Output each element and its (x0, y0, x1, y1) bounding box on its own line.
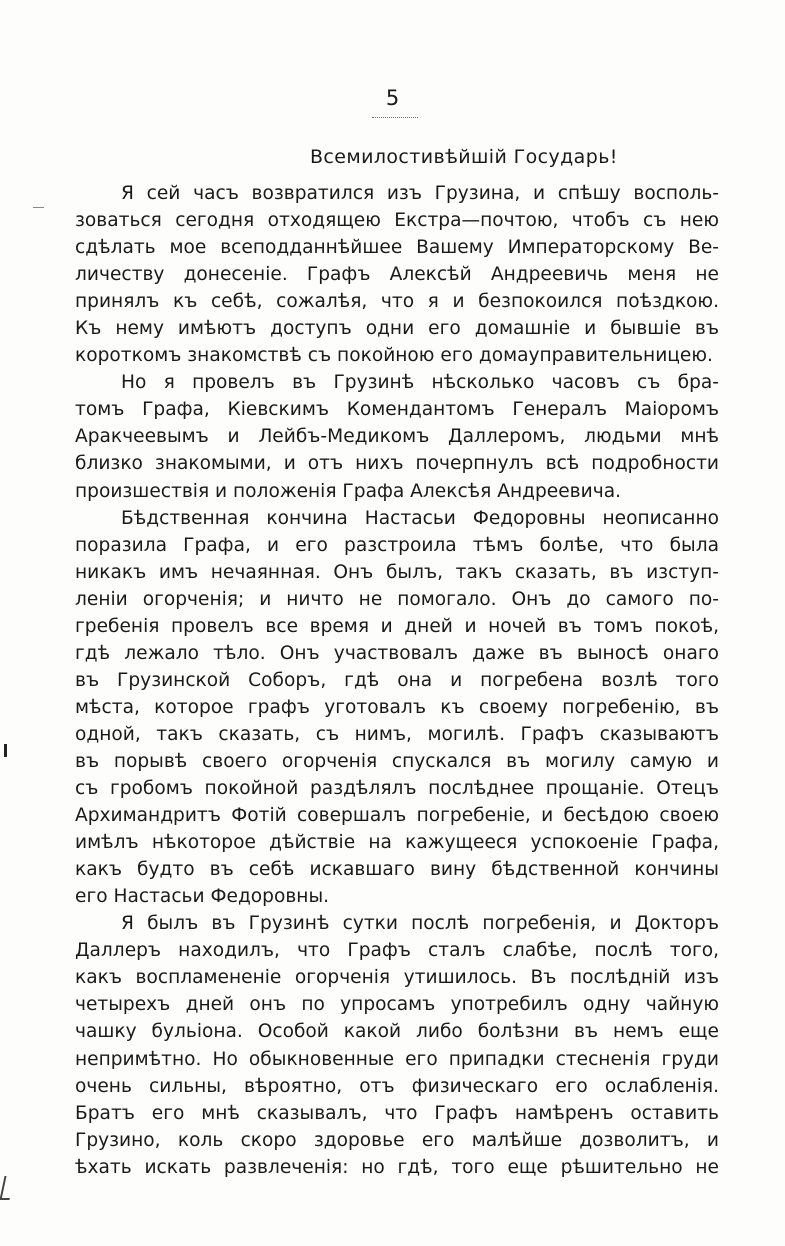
paragraph (75, 505, 719, 911)
text-line: никакъ имъ нечаянная. Онъ былъ, такъ сказать, въ изступ- (75, 561, 719, 583)
text-line: Я былъ въ Грузинѣ сутки послѣ погребенія, и Докторъ (121, 913, 719, 935)
text-line: мѣста, которое графъ уготовалъ къ своему погребенію, въ (75, 696, 719, 718)
text-line: близко знакомыми, и отъ нихъ почерпнулъ всѣ подробности (75, 453, 719, 475)
page-number: 5 (385, 86, 400, 110)
paragraph (75, 369, 719, 504)
text-line: четырехъ дней онъ по упросамъ употребилъ одну чайную (75, 994, 719, 1016)
paragraph (75, 180, 719, 369)
text-line: въ Грузинской Соборъ, гдѣ она и погребена возлѣ того (75, 669, 719, 691)
text-line: какъ воспламененіе огорченія утишилось. Въ послѣдній изъ (75, 967, 719, 989)
text-line: съ гробомъ покойной раздѣлялъ послѣднее прощаніе. Отецъ (75, 778, 719, 800)
text-line: Грузино, коль скоро здоровье его малѣйше дозволитъ, и (75, 1129, 719, 1151)
text-line: чашку бульіона. Особой какой либо болѣзни въ немъ еще (75, 1021, 719, 1043)
text-line: Къ нему имѣютъ доступъ одни его домашніе и бывшіе въ (75, 318, 719, 340)
text-line: поразила Графа, и его разстроила тѣмъ болѣе, что была (75, 534, 719, 556)
text-line: Даллеръ находилъ, что Графъ сталъ слабѣе, послѣ того, (75, 940, 719, 962)
text-line: гребенія провелъ все время и дней и ночей въ томъ покоѣ, (75, 615, 719, 637)
letter-body (75, 180, 719, 1181)
text-line: томъ Графа, Кіевскимъ Комендантомъ Генералъ Маіоромъ (75, 399, 719, 421)
text-line: личеству донесеніе. Графъ Алексѣй Андреевичь меня не (75, 264, 719, 286)
text-line: принялъ къ себѣ, сожалѣя, что я и безпокоился поѣздкою. (75, 291, 719, 313)
paragraph (75, 910, 719, 1180)
margin-mark (4, 744, 7, 757)
text-line: Но я провелъ въ Грузинѣ нѣсколько часовъ съ бра- (121, 372, 719, 394)
text-line: какъ будто въ себѣ искавшаго вину бѣдственной кончины (75, 859, 719, 881)
text-line: короткомъ знакомствѣ съ покойною его домауправительницею. (75, 345, 713, 367)
text-line: ѣхать искать развлеченія: но гдѣ, того еще рѣшительно не (75, 1156, 719, 1178)
text-line: имѣлъ нѣкоторое дѣйствіе на кажущееся успокоеніе Графа, (75, 832, 719, 854)
text-line: Братъ его мнѣ сказывалъ, что Графъ намѣренъ оставить (75, 1102, 719, 1124)
text-line: леніи огорченія; и ничто не помогало. Онъ до самого по- (75, 588, 719, 610)
margin-dash (33, 207, 44, 208)
text-line: непримѣтно. Но обыкновенные его припадки стесненія груди (75, 1048, 719, 1070)
text-line: зоваться сегодня отходящею Екстра—почтою, чтобъ съ нею (75, 210, 719, 232)
text-line: Я сей часъ возвратился изъ Грузина, и спѣшу восполь- (121, 183, 719, 204)
text-line: Архимандритъ Фотій совершалъ погребеніе, и бесѣдою своею (75, 805, 719, 827)
margin-corner-mark (0, 1176, 15, 1200)
salutation: Всемилостивѣйшій Государь! (310, 146, 618, 168)
text-line: сдѣлать мое всеподданнѣйшее Вашему Императорскому Ве- (75, 237, 719, 259)
text-line: его Настасьи Федоровны. (75, 886, 330, 908)
text-line: произшествія и положенія Графа Алексѣя Андреевича. (75, 480, 622, 502)
page-number-rule (372, 117, 418, 118)
text-line: гдѣ лежало тѣло. Онъ участвовалъ даже въ выносѣ онаго (75, 642, 719, 664)
text-line: Аракчеевымъ и Лейбъ-Медикомъ Даллеромъ, людьми мнѣ (75, 426, 719, 448)
text-line: Бѣдственная кончина Настасьи Федоровны неописанно (121, 507, 719, 529)
text-line: очень сильны, вѣроятно, отъ физическаго его ослабленія. (75, 1075, 719, 1097)
text-line: въ порывѣ своего огорченія спускался въ могилу самую и (75, 750, 719, 772)
text-line: одной, такъ сказать, съ нимъ, могилѣ. Графъ сказываютъ (75, 723, 719, 745)
